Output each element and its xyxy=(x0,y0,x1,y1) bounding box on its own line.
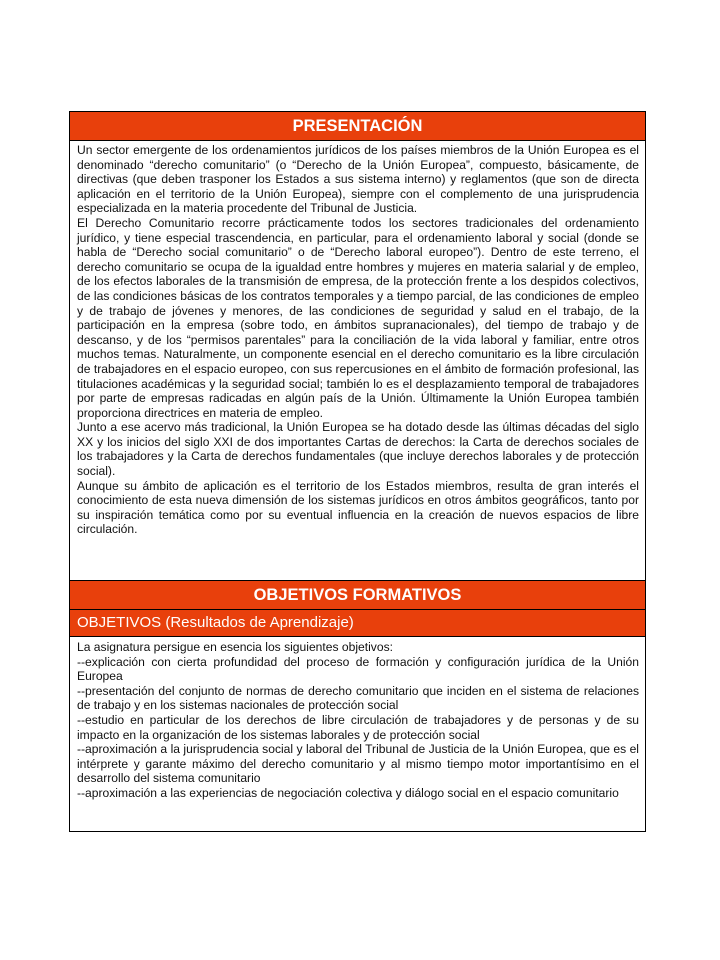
presentacion-paragraph: El Derecho Comunitario recorre prácticamente todos los sectores tradicionales del ordenamiento jurídico, y tiene especial trascendencia, en particular, para el ordenamiento laboral y social (donde se habla de “Derecho social comunitario” o de “Derecho laboral europeo”). Dentro de este terreno, el derecho comunitario se ocupa de la igualdad entre hombres y mujeres en materia salarial y de empleo, de los efectos laborales de la transmisión de empresa, de la protección frente a los despidos colectivos, de las condiciones básicas de los contratos temporales y a tiempo parcial, de las condiciones de empleo y de trabajo de jóvenes y menores, de las condiciones de seguridad y salud en el trabajo, de la participación en la empresa (sobre todo, en ámbitos supranacionales), del tiempo de trabajo y de descanso, y de los “permisos parentales” para la conciliación de la vida laboral y familiar, entre otros muchos temas. Naturalmente, un componente esencial en el derecho comunitario es la libre circulación de trabajadores en el espacio europeo, con sus repercusiones en el ámbito de formación profesional, las titulaciones académicas y la seguridad social; también lo es el desplazamiento temporal de trabajadores por parte de empresas radicadas en algún país de la Unión. Últimamente la Unión Europea también proporciona directrices en materia de empleo. xyxy=(77,215,639,420)
objetivos-line: --presentación del conjunto de normas de derecho comunitario que inciden en el sistema de relaciones de trabajo y en los sistemas nacionales de protección social xyxy=(77,683,639,713)
objetivos-subheader: OBJETIVOS (Resultados de Aprendizaje) xyxy=(70,610,645,637)
presentacion-paragraph: Un sector emergente de los ordenamientos jurídicos de los países miembros de la Unión Europea es el denominado “derecho comunitario” (o “Derecho de la Unión Europea”, compuesto, básicamente, de directivas (que deben trasponer los Estados a sus sistema interno) y reglamentos (que son de directa aplicación en el territorio de la Unión Europea), siempre con el complemento de una jurisprudencia especializada en la materia procedente del Tribunal de Justicia. xyxy=(77,143,639,216)
presentacion-header: PRESENTACIÓN xyxy=(70,112,645,141)
course-guide-table xyxy=(69,111,646,832)
objetivos-formativos-header: OBJETIVOS FORMATIVOS xyxy=(70,581,645,610)
objetivos-body xyxy=(70,637,645,832)
presentacion-paragraph: Aunque su ámbito de aplicación es el territorio de los Estados miembros, resulta de gran interés el conocimiento de esta nueva dimensión de los sistemas jurídicos en otros ámbitos geográficos, tanto por su inspiración temática como por su eventual influencia en la creación de nuevos espacios de libre circulación. xyxy=(77,478,639,537)
objetivos-line: La asignatura persigue en esencia los siguientes objetivos: xyxy=(77,640,393,654)
objetivos-line: --explicación con cierta profundidad del proceso de formación y configuración jurídica de la Unión Europea xyxy=(77,654,639,684)
presentacion-paragraph: Junto a ese acervo más tradicional, la Unión Europea se ha dotado desde las últimas décadas del siglo XX y los inicios del siglo XXI de dos importantes Cartas de derechos: la Carta de derechos sociales de los trabajadores y la Carta de derechos fundamentales (que incluye derechos laborales y de protección social). xyxy=(77,420,639,479)
presentacion-body xyxy=(70,141,645,581)
objetivos-line: --aproximación a la jurisprudencia social y laboral del Tribunal de Justicia de la Unión Europea, que es el intérprete y garante máximo del derecho comunitario y al mismo tiempo motor importantísimo en el desarrollo del sistema comunitario xyxy=(77,742,639,786)
objetivos-line: --aproximación a las experiencias de negociación colectiva y diálogo social en el espacio comunitario xyxy=(77,785,619,800)
objetivos-line: --estudio en particular de los derechos de libre circulación de trabajadores y de personas y de su impacto en la organización de los sistemas laborales y de protección social xyxy=(77,712,639,742)
